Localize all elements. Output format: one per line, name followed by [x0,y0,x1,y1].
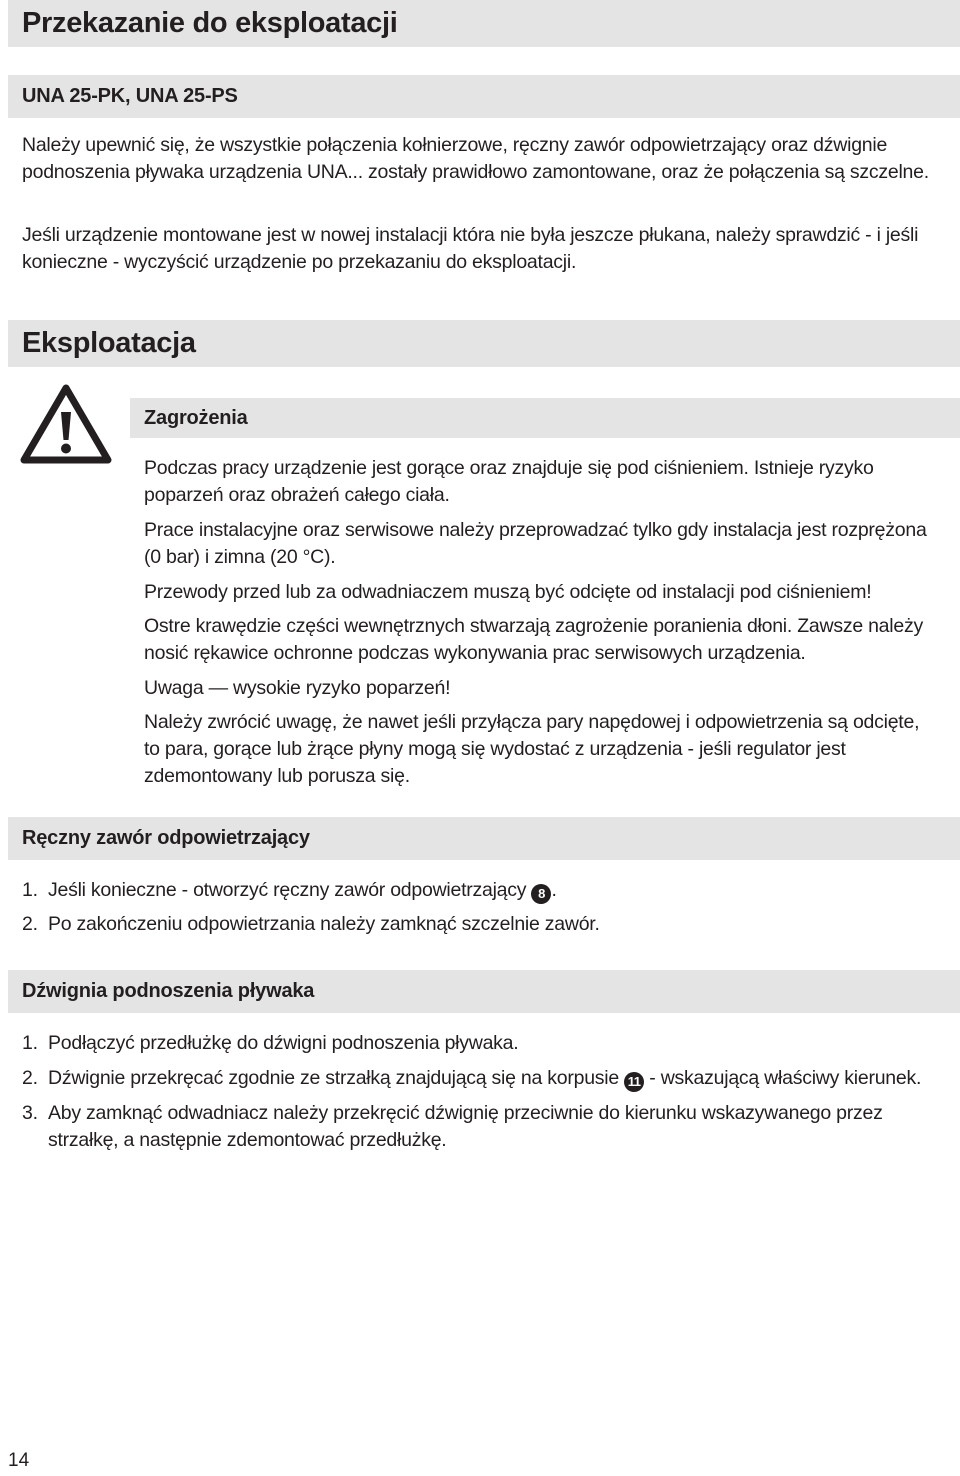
list-item [22,1100,940,1154]
hazard-paragraph: Uwaga — wysokie ryzyko poparzeń! [144,677,451,699]
page-number: 14 [8,1450,30,1471]
step-text: Dźwignie przekręcać zgodnie ze strzałką znajdującą się na korpusie [48,1067,619,1089]
list-item [22,877,940,904]
step-text-suffix: - wskazującą właściwy kierunek. [644,1067,922,1089]
commissioning-paragraph-1: Należy upewnić się, że wszystkie połączenia kołnierzowe, ręczny zawór odpowietrzający oraz dźwignie podnoszenia pływaka urządzenia UNA... zostały prawidłowo zamontowane, oraz że połączenia są szczelne. [22,134,929,183]
step-number: 1. [22,879,38,901]
step-text: Po zakończeniu odpowietrzania należy zamknąć szczelnie zawór. [48,913,600,935]
list-item [22,1030,940,1057]
hazard-paragraph: Prace instalacyjne oraz serwisowe należy przeprowadzać tylko gdy instalacja jest rozprężona (0 bar) i zimna (20 °C). [144,519,927,568]
hazard-paragraph: Należy zwrócić uwagę, że nawet jeśli przyłącza pary napędowej i odpowietrzenia są odcięte, to para, gorące lub żrące płyny mogą się wydostać z urządzenia - jeśli regulator jest zdemontowany lub porusza się. [144,711,920,787]
hazard-paragraph: Podczas pracy urządzenie jest gorące oraz znajduje się pod ciśnieniem. Istnieje ryzyko poparzeń oraz obrażeń całego ciała. [144,457,874,506]
step-number: 2. [22,913,38,935]
step-text: Podłączyć przedłużkę do dźwigni podnoszenia pływaka. [48,1032,519,1054]
vent-valve-steps [22,877,940,938]
step-number: 1. [22,1032,38,1054]
hazard-paragraph: Ostre krawędzie części wewnętrznych stwarzają zagrożenie poranienia dłoni. Zawsze należy nosić rękawice ochronne podczas wykonywania prac serwisowych urządzenia. [144,615,923,664]
step-text: Aby zamknąć odwadniacz należy przekręcić dźwignię przeciwnie do kierunku wskazywanego przez strzałkę, a następnie zdemontować przedłużkę. [48,1102,883,1151]
step-text: Jeśli konieczne - otworzyć ręczny zawór odpowietrzający [48,879,527,901]
section-title-operation: Eksploatacja [8,320,960,367]
commissioning-paragraph-2: Jeśli urządzenie montowane jest w nowej instalacji która nie była jeszcze płukana, należy sprawdzić - i jeśli konieczne - wyczyścić urządzenie po przekazaniu do eksploatacji. [22,224,919,273]
subsection-title-models: UNA 25-PK, UNA 25-PS [8,75,960,118]
step-number: 3. [22,1102,38,1124]
section-title-vent-valve: Ręczny zawór odpowietrzający [8,817,960,860]
step-number: 2. [22,1067,38,1089]
warning-triangle-icon [18,382,114,466]
section-title-commissioning: Przekazanie do eksploatacji [8,0,960,47]
hazard-paragraph: Przewody przed lub za odwadniaczem muszą być odcięte od instalacji pod ciśnieniem! [144,581,872,603]
hazards-title: Zagrożenia [130,398,960,438]
section-title-float-lever: Dźwignia podnoszenia pływaka [8,970,960,1013]
float-lever-steps [22,1030,940,1154]
list-item [22,911,940,938]
reference-number-badge: 8 [531,884,551,904]
step-text-suffix: . [551,879,557,901]
reference-number-badge: 11 [624,1072,644,1092]
list-item [22,1065,940,1092]
